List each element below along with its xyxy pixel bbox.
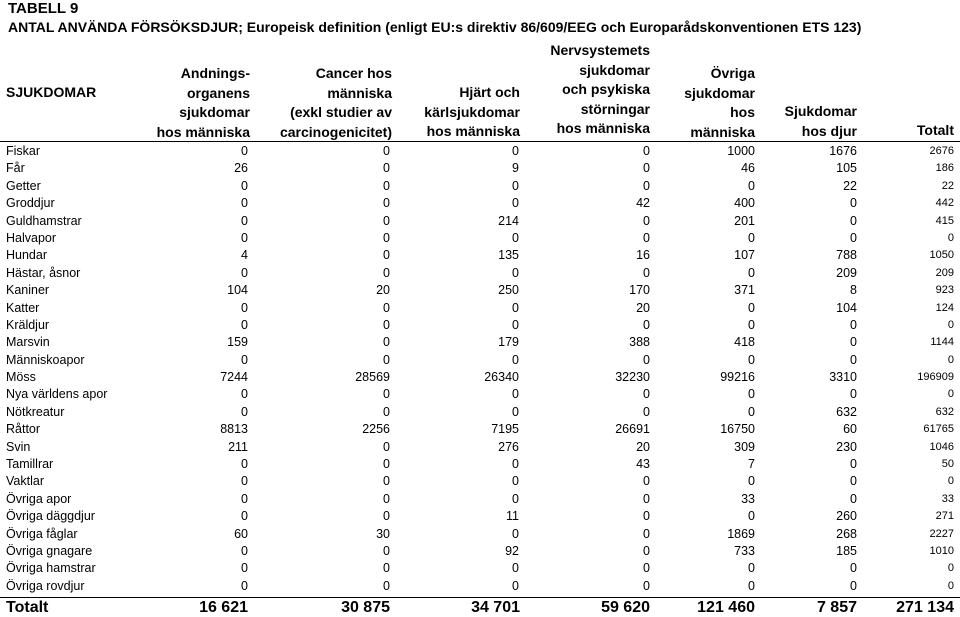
table-cell: 30: [376, 526, 390, 541]
table-cell: 0: [241, 561, 248, 576]
table-cell: 0: [850, 230, 857, 245]
row-label: Groddjur: [6, 196, 55, 211]
table-cell: 26: [234, 161, 248, 176]
table-cell: 0: [512, 404, 519, 419]
table-cell: 0: [383, 457, 390, 472]
table-row: [0, 213, 960, 230]
table-cell: 0: [643, 230, 650, 245]
table-cell: 0: [947, 475, 954, 488]
table-cell: 0: [850, 491, 857, 506]
table-cell: 250: [498, 283, 519, 298]
table-cell: 8813: [220, 422, 248, 437]
table-cell: 1869: [727, 526, 755, 541]
table-cell: 0: [748, 387, 755, 402]
table-cell: 46: [741, 161, 755, 176]
header-line: Totalt: [916, 122, 954, 138]
table-cell: 0: [241, 457, 248, 472]
table-cell: 1010: [929, 544, 954, 557]
table-cell: 0: [241, 230, 248, 245]
row-label: Övriga fåglar: [6, 526, 78, 541]
table-cell: 0: [748, 317, 755, 332]
table-row: [0, 473, 960, 490]
row-label: Tamillrar: [6, 457, 54, 472]
table-cell: 0: [643, 178, 650, 193]
header-heart: [424, 83, 520, 142]
table-cell: 0: [241, 352, 248, 367]
table-cell: 0: [383, 144, 390, 158]
row-label: Hästar, åsnor: [6, 265, 81, 280]
table-row: [0, 386, 960, 403]
table-row: [0, 543, 960, 560]
table-cell: 788: [836, 248, 857, 263]
row-label: Kräldjur: [6, 317, 50, 332]
total-cell: 59 620: [601, 599, 650, 616]
header-rule: [0, 141, 960, 142]
header-line: sjukdomar: [684, 84, 755, 101]
table-cell: 4: [241, 248, 248, 263]
table-row: [0, 334, 960, 351]
header-line: (exkl studier av: [290, 104, 392, 120]
table-cell: 214: [498, 213, 519, 228]
row-label: Svin: [6, 439, 31, 454]
table-cell: 268: [836, 526, 857, 541]
header-line: Hjärt och: [459, 84, 520, 100]
table-row: [0, 404, 960, 421]
table-cell: 0: [383, 178, 390, 193]
table-cell: 0: [643, 352, 650, 367]
table-cell: 0: [748, 578, 755, 593]
table-cell: 632: [836, 404, 857, 419]
table-cell: 1144: [930, 336, 954, 349]
table-cell: 0: [383, 578, 390, 593]
header-line: Nervsystemets: [550, 42, 650, 58]
table-row: [0, 230, 960, 247]
header-animal: [785, 102, 857, 141]
row-label: Övriga hamstrar: [6, 561, 96, 576]
header-line: hos djur: [801, 122, 857, 139]
header-line: människa: [327, 84, 392, 101]
table-cell: 0: [850, 317, 857, 332]
table-cell: 0: [947, 318, 954, 331]
table-row: [0, 491, 960, 508]
table-cell: 22: [941, 179, 954, 192]
table-row: [0, 282, 960, 299]
table-row: [0, 560, 960, 577]
table-cell: 209: [935, 266, 954, 279]
table-cell: 99216: [720, 370, 755, 385]
table-row: [0, 456, 960, 473]
table-cell: 211: [228, 439, 248, 454]
table-cell: 0: [643, 543, 650, 558]
row-label: Övriga gnagare: [6, 543, 93, 558]
table-cell: 1676: [829, 144, 857, 158]
table-cell: 632: [935, 405, 954, 418]
row-label: Människoapor: [6, 352, 85, 367]
table-row: [0, 143, 960, 160]
header-other-human: [684, 64, 755, 142]
table-cell: 20: [636, 300, 650, 315]
table-cell: 0: [643, 474, 650, 489]
table-cell: 7244: [220, 370, 248, 385]
table-row: [0, 421, 960, 438]
table-cell: 0: [512, 526, 519, 541]
table-cell: 1000: [727, 144, 755, 158]
total-cell: 271 134: [896, 599, 954, 616]
row-label: Guldhamstrar: [6, 213, 82, 228]
row-label: Halvapor: [6, 230, 57, 245]
table-cell: 0: [947, 579, 954, 592]
table-cell: 0: [512, 196, 519, 211]
table-cell: 309: [734, 439, 755, 454]
table-cell: 16: [636, 248, 650, 263]
table-cell: 0: [383, 248, 390, 263]
table-cell: 7: [748, 457, 755, 472]
table-cell: 196909: [917, 371, 954, 384]
table-cell: 60: [843, 422, 857, 437]
table-cell: 0: [241, 300, 248, 315]
table-cell: 0: [383, 352, 390, 367]
table-cell: 400: [734, 196, 755, 211]
row-label: Kaniner: [6, 283, 50, 298]
header-line: hos: [730, 104, 755, 120]
table-cell: 0: [850, 561, 857, 576]
table-cell: 0: [383, 230, 390, 245]
table-cell: 0: [643, 526, 650, 541]
total-cell: 121 460: [697, 599, 755, 616]
table-cell: 42: [636, 196, 650, 211]
table-cell: 2676: [929, 145, 954, 157]
header-respiratory: [157, 64, 250, 142]
header-line: Sjukdomar: [784, 103, 857, 119]
table-cell: 7195: [491, 422, 519, 437]
table-cell: 0: [241, 196, 248, 211]
table-cell: 0: [383, 404, 390, 419]
table-cell: 0: [383, 491, 390, 506]
table-cell: 276: [498, 439, 519, 454]
table-cell: 26691: [615, 422, 650, 437]
table-cell: 0: [241, 543, 248, 558]
table-cell: 415: [935, 214, 954, 227]
table-cell: 50: [941, 458, 954, 471]
row-label: Marsvin: [6, 335, 50, 350]
row-label: Fiskar: [6, 144, 41, 158]
table-cell: 0: [512, 491, 519, 506]
table-cell: 0: [643, 213, 650, 228]
table-cell: 1050: [929, 249, 954, 262]
header-line: kärlsjukdomar: [424, 103, 520, 120]
table-cell: 0: [241, 265, 248, 280]
table-cell: 0: [748, 509, 755, 524]
table-cell: 0: [512, 230, 519, 245]
table-cell: 0: [512, 144, 519, 158]
table-row: [0, 265, 960, 282]
table-row: [0, 439, 960, 456]
table-cell: 179: [498, 335, 519, 350]
row-label: Katter: [6, 300, 40, 315]
table-cell: 0: [850, 196, 857, 211]
header-line: Andnings-: [180, 65, 250, 81]
table-cell: 0: [850, 352, 857, 367]
table-cell: 0: [512, 561, 519, 576]
table-subtitle: ANTAL ANVÄNDA FÖRSÖKSDJUR; Europeisk definition (enligt EU:s direktiv 86/609/EEG och Europarådskonventionen ETS 123): [8, 19, 862, 35]
table-cell: 3310: [829, 370, 857, 385]
table-cell: 418: [734, 335, 755, 350]
table-cell: 170: [629, 283, 650, 298]
table-cell: 0: [241, 317, 248, 332]
total-cell: 30 875: [341, 599, 390, 616]
table-cell: 104: [227, 283, 248, 298]
header-line: sjukdomar: [179, 104, 250, 120]
table-cell: 185: [836, 543, 857, 558]
table-cell: 0: [241, 178, 248, 193]
header-line: och psykiska: [562, 81, 650, 97]
table-cell: 0: [241, 387, 248, 402]
table-cell: 20: [376, 283, 390, 298]
table-cell: 0: [241, 404, 248, 419]
header-species: [6, 83, 96, 103]
row-label: Får: [6, 161, 25, 176]
table-cell: 0: [383, 213, 390, 228]
total-cell: 7 857: [816, 599, 857, 616]
table-cell: 32230: [615, 370, 650, 385]
row-label: Getter: [6, 178, 41, 193]
table-cell: 0: [241, 491, 248, 506]
table-cell: 0: [643, 161, 650, 176]
table-cell: 0: [512, 474, 519, 489]
table-cell: 0: [643, 561, 650, 576]
table-cell: 0: [512, 265, 519, 280]
table-cell: 0: [850, 387, 857, 402]
table-cell: 0: [241, 474, 248, 489]
table-row: [0, 508, 960, 525]
table-cell: 0: [383, 543, 390, 558]
table-cell: 0: [748, 404, 755, 419]
table-cell: 0: [850, 213, 857, 228]
table-cell: 0: [643, 578, 650, 593]
header-line: hos människa: [556, 120, 650, 136]
header-line: carcinogenicitet): [279, 123, 392, 140]
table-cell: 0: [748, 474, 755, 489]
row-label: Övriga rovdjur: [6, 578, 85, 593]
total-cell: 34 701: [471, 599, 520, 616]
row-label: Vaktlar: [6, 474, 44, 489]
table-cell: 0: [512, 178, 519, 193]
header-line: Cancer hos: [315, 65, 392, 81]
table-cell: 0: [241, 144, 248, 158]
table-cell: 0: [850, 578, 857, 593]
table-cell: 0: [512, 457, 519, 472]
table-row: [0, 247, 960, 264]
table-cell: 271: [935, 510, 954, 523]
table-cell: 43: [636, 457, 650, 472]
table-cell: 26340: [484, 370, 519, 385]
table-cell: 0: [643, 509, 650, 524]
table-cell: 0: [383, 300, 390, 315]
table-cell: 0: [383, 161, 390, 176]
header-cancer: [280, 64, 392, 142]
table-cell: 33: [741, 491, 755, 506]
table-cell: 60: [234, 526, 248, 541]
table-row: [0, 300, 960, 317]
table-cell: 28569: [355, 370, 390, 385]
table-cell: 0: [748, 300, 755, 315]
table-cell: 9: [512, 161, 519, 176]
table-cell: 104: [836, 300, 857, 315]
table-cell: 230: [836, 439, 857, 454]
table-cell: 1046: [929, 440, 954, 453]
header-line: människa: [690, 123, 755, 140]
table-cell: 0: [850, 335, 857, 350]
table-cell: 186: [935, 162, 954, 175]
header-line: hos människa: [426, 123, 520, 139]
table-row: [0, 160, 960, 177]
table-body: [0, 143, 960, 595]
table-cell: 22: [843, 178, 857, 193]
table-cell: 0: [383, 474, 390, 489]
row-label: Hundar: [6, 248, 47, 263]
table-cell: 2227: [929, 527, 954, 540]
table-cell: 371: [734, 283, 755, 298]
table-cell: 0: [512, 352, 519, 367]
table-cell: 20: [636, 439, 650, 454]
table-cell: 0: [947, 388, 954, 401]
table-cell: 0: [643, 144, 650, 158]
table-cell: 0: [241, 509, 248, 524]
table-cell: 0: [643, 404, 650, 419]
row-label: Övriga däggdjur: [6, 509, 95, 524]
table-cell: 105: [836, 161, 857, 176]
table-row: [0, 195, 960, 212]
table-cell: 0: [383, 265, 390, 280]
table-cell: 201: [734, 213, 755, 228]
table-cell: 0: [512, 300, 519, 315]
table-row: [0, 369, 960, 386]
table-cell: 11: [506, 509, 519, 524]
table-cell: 0: [383, 196, 390, 211]
table-cell: 733: [734, 543, 755, 558]
table-cell: 0: [512, 387, 519, 402]
table-cell: 0: [748, 230, 755, 245]
table-cell: 0: [947, 562, 954, 575]
table-cell: 0: [241, 578, 248, 593]
table-cell: 923: [935, 284, 954, 297]
table-cell: 0: [748, 178, 755, 193]
row-label: Möss: [6, 370, 36, 385]
table-cell: 442: [935, 197, 954, 210]
table-cell: 33: [941, 492, 954, 505]
header-line: hos människa: [156, 123, 250, 140]
header-nervous: [550, 41, 650, 139]
table-cell: 0: [383, 439, 390, 454]
table-cell: 159: [227, 335, 248, 350]
table-cell: 0: [241, 213, 248, 228]
row-label: Övriga apor: [6, 491, 72, 506]
table-cell: 0: [643, 265, 650, 280]
table-cell: 0: [643, 317, 650, 332]
table-cell: 0: [643, 387, 650, 402]
table-cell: 388: [629, 335, 650, 350]
header-line: organens: [186, 84, 250, 101]
total-cell: 16 621: [199, 599, 248, 616]
table-cell: 0: [512, 578, 519, 593]
table-row: [0, 526, 960, 543]
table-cell: 0: [643, 491, 650, 506]
table-cell: 2256: [362, 422, 390, 437]
row-label: Nya världens apor: [6, 387, 108, 402]
table-cell: 92: [505, 543, 519, 558]
table-cell: 0: [383, 509, 390, 524]
table-row: [0, 352, 960, 369]
table-cell: 61765: [923, 423, 954, 436]
table-cell: 0: [748, 352, 755, 367]
table-cell: 0: [850, 474, 857, 489]
row-label: Råttor: [6, 422, 41, 437]
total-row: [0, 598, 960, 617]
table-title: TABELL 9: [8, 0, 79, 17]
table-cell: 209: [836, 265, 857, 280]
table-cell: 0: [748, 561, 755, 576]
table-cell: 0: [383, 387, 390, 402]
table-cell: 0: [947, 353, 954, 366]
header-line: SJUKDOMAR: [6, 84, 97, 100]
table-cell: 107: [734, 248, 755, 263]
table-row: [0, 317, 960, 334]
header-line: Övriga: [710, 65, 755, 81]
table-row: [0, 178, 960, 195]
table-cell: 8: [850, 283, 857, 298]
table-cell: 0: [850, 457, 857, 472]
table-cell: 135: [498, 248, 519, 263]
row-label: Nötkreatur: [6, 404, 65, 419]
table-cell: 0: [512, 317, 519, 332]
table-cell: 0: [947, 231, 954, 244]
table-cell: 16750: [720, 422, 755, 437]
table-cell: 0: [383, 561, 390, 576]
header-total: [917, 121, 954, 141]
header-line: sjukdomar: [579, 61, 650, 78]
table-cell: 0: [748, 265, 755, 280]
table-cell: 124: [935, 301, 954, 314]
table-cell: 0: [383, 335, 390, 350]
table-cell: 0: [383, 317, 390, 332]
header-line: störningar: [580, 100, 650, 117]
table-cell: 260: [836, 509, 857, 524]
total-label: Totalt: [6, 599, 49, 616]
table-row: [0, 578, 960, 595]
